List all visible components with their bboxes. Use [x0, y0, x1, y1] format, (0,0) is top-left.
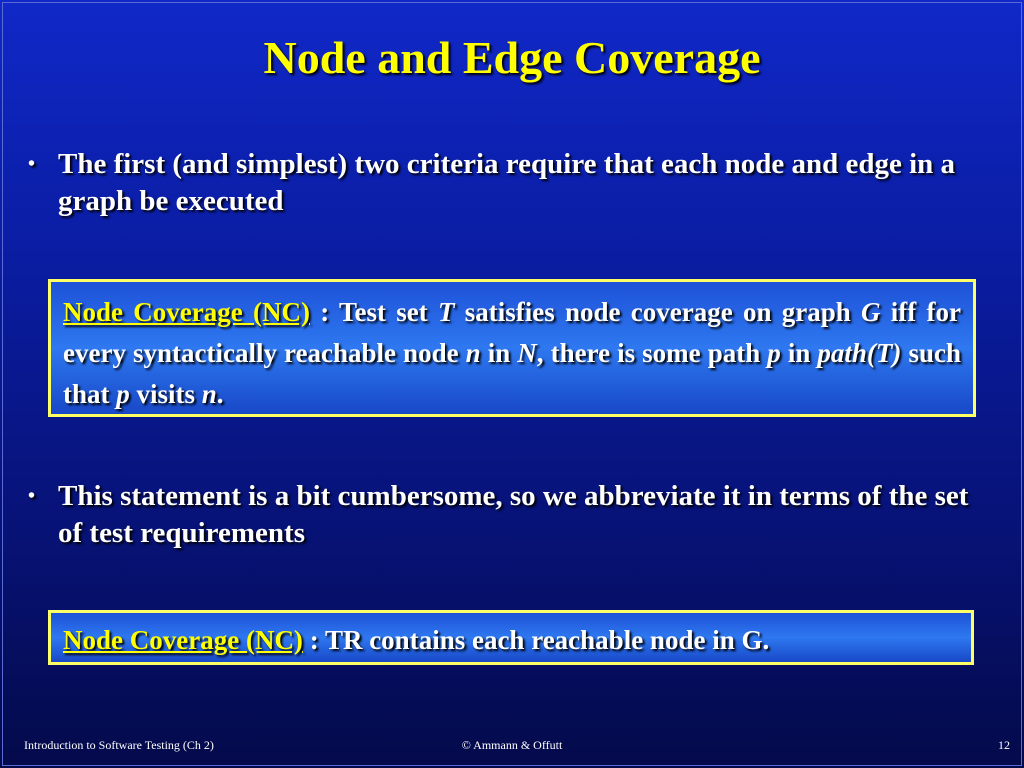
- definition-text: iff for every syntactically reachable node: [63, 297, 961, 368]
- footer-copyright: © Ammann & Offutt: [461, 738, 563, 752]
- definition-text: : TR contains each reachable node in G.: [302, 625, 770, 655]
- variable-T: T: [437, 297, 455, 327]
- definition-text: : Test set: [309, 297, 438, 327]
- definition-text: , there is some path: [536, 338, 768, 368]
- definition-text: such that: [63, 338, 961, 409]
- variable-path-T: path(T): [817, 338, 902, 368]
- bullet-item: [28, 146, 994, 220]
- variable-G: G: [861, 297, 881, 327]
- variable-p: p: [767, 338, 781, 368]
- variable-N: N: [517, 338, 537, 368]
- definition-text: in: [480, 338, 518, 368]
- bullet-icon: •: [28, 153, 36, 175]
- bullet-text: This statement is a bit cumbersome, so we abbreviate it in terms of the set of test requirements: [58, 480, 969, 549]
- definition-text: .: [216, 379, 224, 409]
- footer-page-number: 12: [998, 738, 1010, 752]
- variable-n: n: [465, 338, 481, 368]
- definition-box-node-coverage: [48, 279, 976, 417]
- variable-n: n: [201, 379, 217, 409]
- bullet-item: [28, 478, 994, 552]
- definition-text: visits: [129, 379, 202, 409]
- definition-text: in: [780, 338, 818, 368]
- variable-p: p: [116, 379, 130, 409]
- definition-box-tr: [48, 610, 974, 665]
- bullet-icon: •: [28, 485, 36, 507]
- slide-title: Node and Edge Coverage: [263, 32, 761, 83]
- bullet-text: The first (and simplest) two criteria require that each node and edge in a graph be executed: [58, 148, 956, 217]
- footer-course-title: Introduction to Software Testing (Ch 2): [24, 738, 214, 752]
- definition-term: Node Coverage (NC): [63, 297, 310, 327]
- definition-text: satisfies node coverage on graph: [454, 297, 862, 327]
- definition-term: Node Coverage (NC): [63, 625, 303, 655]
